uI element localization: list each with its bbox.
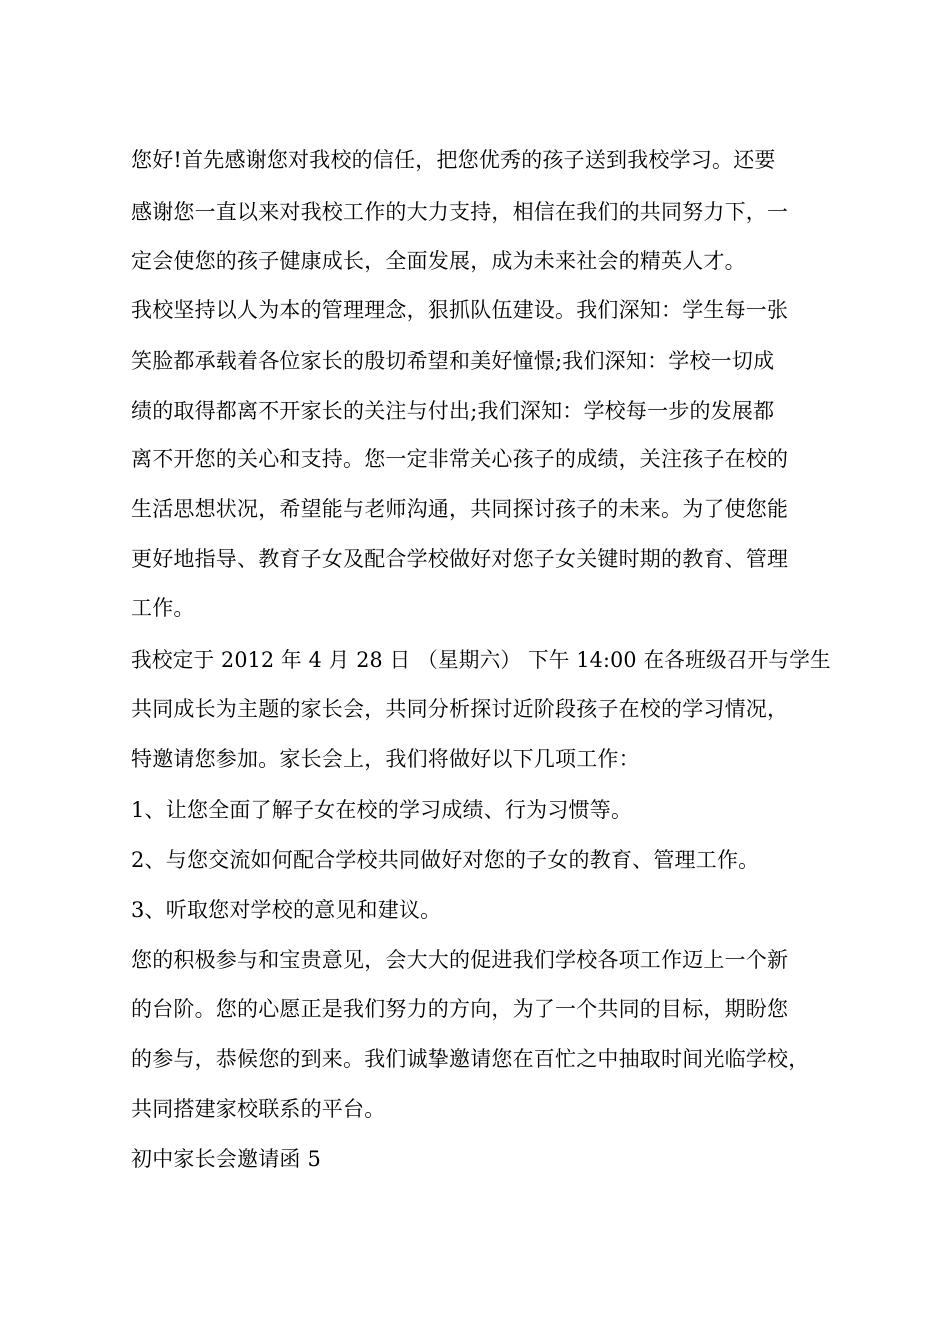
text-line: 的参与，恭候您的到来。我们诚挚邀请您在百忙之中抽取时间光临学校， — [131, 1047, 810, 1071]
text-line: 我校坚持以人为本的管理理念，狠抓队伍建设。我们深知：学生每一张 — [131, 298, 789, 322]
text-line: 您的积极参与和宝贵意见，会大大的促进我们学校各项工作迈上一个新 — [131, 948, 789, 972]
text-line: 感谢您一直以来对我校工作的大力支持，相信在我们的共同努力下，一 — [131, 200, 789, 224]
text-line: 生活思想状况，希望能与老师沟通，共同探讨孩子的未来。为了使您能 — [131, 497, 789, 521]
text-line: 工作。 — [131, 596, 195, 620]
list-item: 2、与您交流如何配合学校共同做好对您的子女的教育、管理工作。 — [131, 848, 760, 872]
text-line: 绩的取得都离不开家长的关注与付出;我们深知：学校每一步的发展都 — [131, 399, 775, 423]
text-line: 的台阶。您的心愿正是我们努力的方向，为了一个共同的目标，期盼您 — [131, 997, 789, 1021]
text-line: 更好地指导、教育子女及配合学校做好对您子女关键时期的教育、管理 — [131, 547, 789, 571]
text-line: 共同成长为主题的家长会，共同分析探讨近阶段孩子在校的学习情况， — [131, 697, 789, 721]
text-line: 您好!首先感谢您对我校的信任，把您优秀的孩子送到我校学习。还要 — [131, 148, 776, 172]
text-line: 共同搭建家校联系的平台。 — [131, 1097, 386, 1121]
text-line: 定会使您的孩子健康成长，全面发展，成为未来社会的精英人才。 — [131, 249, 746, 273]
section-heading: 初中家长会邀请函 5 — [131, 1147, 322, 1171]
text-line: 特邀请您参加。家长会上，我们将做好以下几项工作： — [131, 747, 640, 771]
text-line: 我校定于 2012 年 4 月 28 日 （星期六） 下午 14:00 在各班级召开与学生 — [131, 648, 831, 672]
text-line: 离不开您的关心和支持。您一定非常关心孩子的成绩，关注孩子在校的 — [131, 447, 789, 471]
list-item: 3、听取您对学校的意见和建议。 — [131, 898, 442, 922]
text-line: 笑脸都承载着各位家长的殷切希望和美好憧憬;我们深知：学校一切成 — [131, 349, 775, 373]
list-item: 1、让您全面了解子女在校的学习成绩、行为习惯等。 — [131, 798, 633, 822]
